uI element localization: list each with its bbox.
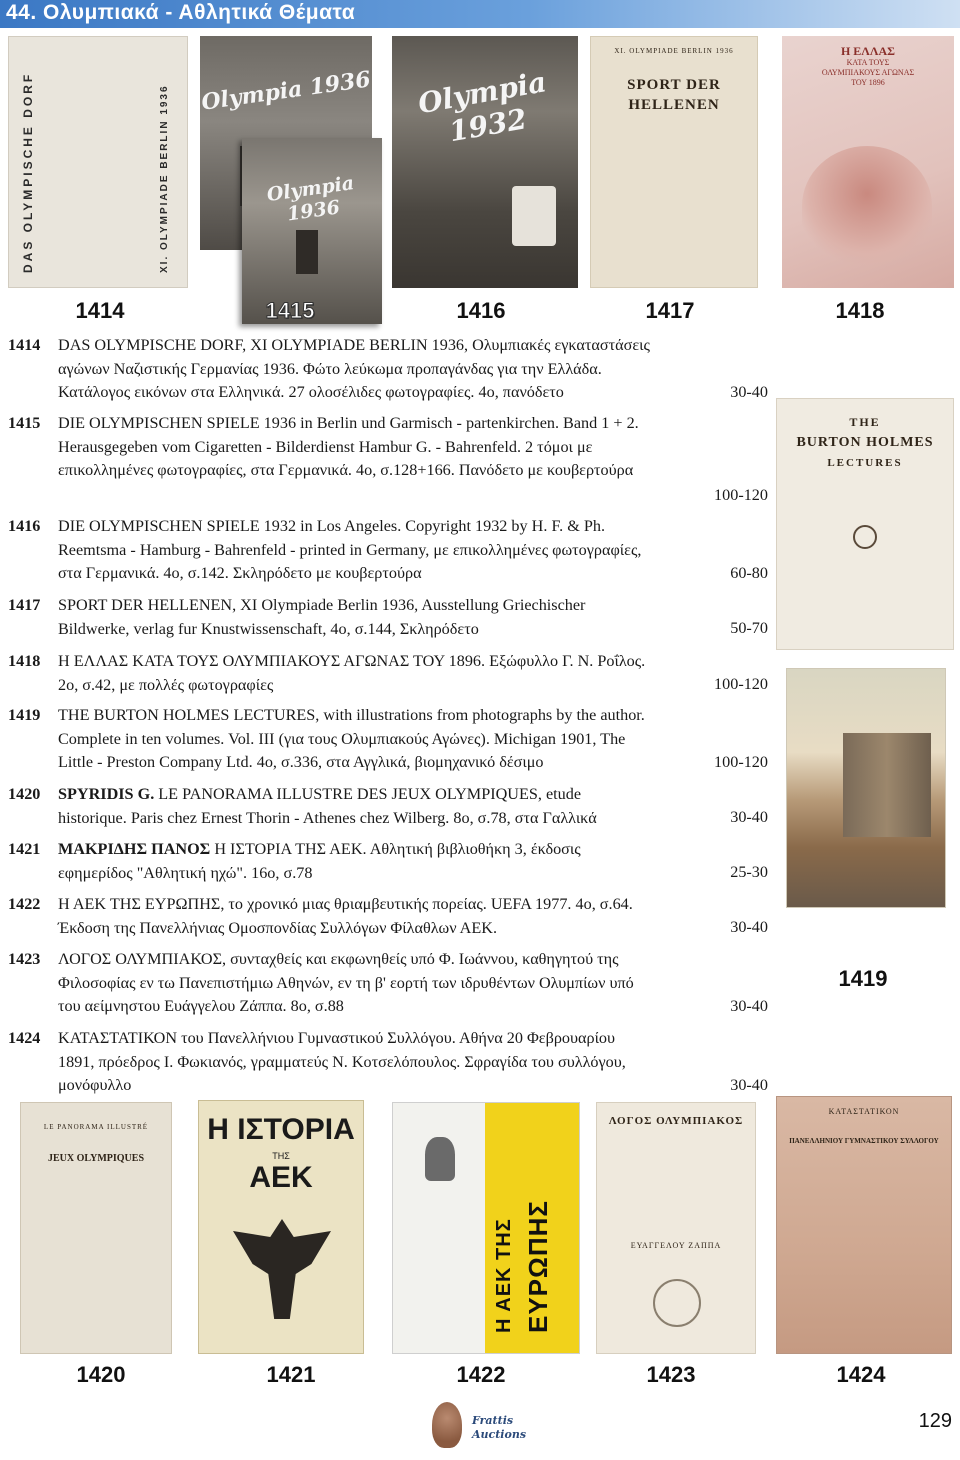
entry-line: Complete in ten volumes. Vol. III (για τους Ολυμπιακούς Αγώνες). Michigan 1901, The [58, 729, 626, 748]
cover-1422-line2: ΕΥΡΩΠΗΣ [523, 1199, 553, 1333]
cover-1418-line2: ΚΑΤΑ ΤΟΥΣ [846, 58, 890, 67]
entry-line: 2ο, σ.42, με πολλές φωτογραφίες [58, 675, 274, 694]
entry-line [58, 783, 770, 807]
entry-line: μονόφυλλο [58, 1076, 132, 1094]
cover-1421-line1: Η ΙΣΤΟΡΙΑ [207, 1113, 355, 1146]
entry-line-rest: LE PANORAMA ILLUSTRE DES JEUX OLYMPIQUES, etude [154, 785, 582, 803]
swastika-flag-icon [296, 230, 318, 274]
entry-description [58, 783, 770, 830]
lot-label-1422: 1422 [456, 1362, 506, 1387]
entry-price: 50-70 [730, 619, 768, 637]
entry-1417 [8, 594, 768, 642]
entry-line: του αείμνηστου Ευάγγελου Ζάππα. 8ο, σ.88 [58, 997, 344, 1015]
logo-text-line2: Auctions [472, 1428, 527, 1441]
cover-1419-illustration [786, 668, 946, 908]
entry-price: 60-80 [730, 564, 768, 582]
cover-1420 [20, 1102, 172, 1354]
cherub-icon [432, 1402, 462, 1448]
entry-line: DAS OLYMPISCHE DORF, XI OLYMPIADE BERLIN 1936, Ολυμπιακές εγκαταστάσεις [58, 336, 650, 354]
entry-1419 [8, 704, 768, 776]
entry-line [58, 838, 770, 862]
entry-1423 [8, 948, 768, 1020]
section-header-bar [0, 0, 960, 28]
lot-label-1414: 1414 [75, 298, 125, 323]
entry-line: Bildwerke, verlag fur Knustwissenschaft, 4ο, σ.144, Σκληρόδετο [58, 619, 479, 638]
entry-description [58, 838, 770, 885]
entry-1421 [8, 838, 768, 886]
entry-description [58, 948, 770, 1019]
entry-line: επικολλημένες φωτογραφίες, στα Γερμανικά. 4ο, σ.128+166. Πανόδετο με κουβερτούρα [58, 461, 634, 479]
entry-price: 100-120 [714, 753, 768, 771]
entry-1420 [8, 783, 768, 831]
floral-illustration [802, 146, 932, 266]
entry-line: THE BURTON HOLMES LECTURES, with illustrations from photographs by the author. [58, 706, 645, 724]
cover-1415-front-title: Olympia 1936 [265, 172, 356, 226]
cover-1421-line2: ΤΗΣ [272, 1151, 290, 1161]
entry-number: 1420 [8, 785, 41, 803]
entry-description [58, 515, 770, 586]
cover-1417-title-line2: HELLENEN [628, 97, 720, 113]
temple-ruins-illustration [843, 733, 931, 837]
seal-stamp-icon [653, 1279, 701, 1327]
entry-1422 [8, 893, 768, 941]
entry-price: 30-40 [730, 918, 768, 936]
cover-1422 [392, 1102, 580, 1354]
cover-1419-book [776, 398, 954, 650]
lot-label-1418: 1418 [835, 298, 885, 323]
entry-author: SPYRIDIS G. [58, 785, 155, 803]
cover-1424-line1: ΚΑΤΑΣΤΑΤΙΚΟΝ [828, 1107, 900, 1116]
cover-1416-title: Olympia 1932 [415, 65, 549, 149]
entry-number: 1415 [8, 414, 41, 432]
entry-number: 1414 [8, 336, 41, 354]
cover-1423 [596, 1102, 756, 1354]
entry-price: 30-40 [730, 383, 768, 401]
cover-1417 [590, 36, 758, 288]
cover-1415-back-title: Olympia 1936 [200, 66, 372, 116]
entry-line: historique. Paris chez Ernest Thorin - Athenes chez Wilberg. 8ο, σ.78, στα Γαλλικά [58, 808, 597, 827]
double-headed-eagle-icon [233, 1219, 331, 1319]
cover-1414-spine-title: DAS OLYMPISCHE DORF [21, 71, 35, 273]
cover-1424-line2: ΠΑΝΕΛΛΗΝΙΟΥ ΓΥΜΝΑΣΤΙΚΟΥ ΣΥΛΛΟΓΟΥ [789, 1137, 939, 1145]
lot-label-1417: 1417 [645, 298, 695, 323]
entry-description [58, 412, 770, 483]
entry-line-rest: Η ΙΣΤΟΡΙΑ ΤΗΣ ΑΕΚ. Αθλητική βιβλιοθήκη 3, έκδοσις [210, 840, 581, 858]
entry-number: 1416 [8, 517, 41, 535]
publisher-monogram-icon [853, 525, 877, 549]
entry-number: 1423 [8, 950, 41, 968]
entry-line: στα Γερμανικά. 4ο, σ.142. Σκληρόδετο με κουβερτούρα [58, 564, 422, 582]
entry-description [58, 650, 770, 697]
cover-1421-line3: ΑΕΚ [249, 1161, 313, 1194]
entry-description [58, 334, 770, 405]
lot-label-1419: 1419 [838, 966, 888, 991]
entry-description [58, 594, 770, 641]
cover-1423-line2: ΕΥΑΓΓΕΛΟΥ ΖΑΠΠΑ [630, 1241, 722, 1250]
entry-price: 100-120 [714, 486, 768, 504]
entry-author: ΜΑΚΡΙΔΗΣ ΠΑΝΟΣ [58, 840, 211, 858]
entry-number: 1417 [8, 596, 41, 614]
entry-price: 30-40 [730, 1076, 768, 1094]
entry-description [58, 1027, 770, 1098]
entry-line: αγώνων Ναζιστικής Γερμανίας 1936. Φώτο λεύκωμα προπαγάνδας για την Ελλάδα. [58, 359, 602, 378]
entry-description [58, 893, 770, 940]
lot-label-1415: 1415 [265, 298, 315, 323]
entry-number: 1421 [8, 840, 41, 858]
entry-number: 1424 [8, 1029, 41, 1047]
auction-house-logo [432, 1400, 527, 1452]
cover-1414 [8, 36, 188, 288]
entry-line: Reemtsma - Hamburg - Bahrenfeld - printed in Germany, με επικολλημένες φωτογραφίες, [58, 540, 642, 559]
entry-description [58, 704, 770, 775]
lot-label-1424: 1424 [836, 1362, 886, 1387]
entry-line: Έκδοση της Πανελλήνιας Ομοσπονδίας Συλλόγων Φίλαθλων ΑΕΚ. [58, 918, 497, 937]
cover-1418-line4: ΤΟΥ 1896 [851, 78, 885, 87]
entry-line: DIE OLYMPISCHEN SPIELE 1932 in Los Angeles. Copyright 1932 by H. F. & Ph. [58, 517, 606, 535]
cover-1416 [392, 36, 578, 288]
entry-line: Little - Preston Company Ltd. 4ο, σ.336, στα Αγγλικά, βιομηχανικό δέσιμο [58, 753, 544, 771]
cover-1420-line1: LE PANORAMA ILLUSTRÉ [43, 1123, 149, 1131]
entry-1418 [8, 650, 768, 698]
cover-1418-line3: ΟΛΥΜΠΙΑΚΟΥΣ ΑΓΩΝΑΣ [821, 68, 915, 77]
cover-1421 [198, 1100, 364, 1354]
entry-line: Φιλοσοφίας εν τω Πανεπιστήμιω Αθηνών, εν τη β' εορτή των ιδρυθέντων Ολυμπίων υπό [58, 973, 634, 992]
cover-1419-line3: LECTURES [827, 457, 903, 469]
entry-number: 1418 [8, 652, 41, 670]
entry-1415 [8, 412, 768, 512]
entry-number: 1419 [8, 706, 41, 724]
entry-price: 25-30 [730, 863, 768, 881]
cover-1422-line1: Η ΑΕΚ ΤΗΣ [493, 1218, 515, 1333]
lot-label-1421: 1421 [266, 1362, 316, 1387]
entry-price: 100-120 [714, 675, 768, 693]
cover-1414-spine-subtitle: XI. OLYMPIADE BERLIN 1936 [159, 84, 170, 273]
entry-price: 30-40 [730, 997, 768, 1015]
entry-1416 [8, 515, 768, 587]
section-title: 44. Ολυμπιακά - Αθλητικά Θέματα [6, 1, 356, 24]
entry-line: εφημερίδος "Αθλητική ηχώ". 16ο, σ.78 [58, 863, 313, 882]
cover-1419-line2: BURTON HOLMES [796, 435, 934, 450]
eagle-emblem-icon [512, 186, 556, 246]
cover-1420-line2: JEUX OLYMPIQUES [47, 1153, 145, 1164]
entry-number: 1422 [8, 895, 41, 913]
uefa-cup-trophy-icon [425, 1137, 455, 1181]
entry-1424 [8, 1027, 768, 1099]
logo-text-line1: Frattis [472, 1414, 514, 1427]
entry-line: DIE OLYMPISCHEN SPIELE 1936 in Berlin und Garmisch - partenkirchen. Band 1 + 2. [58, 414, 639, 432]
lot-label-1416: 1416 [456, 298, 506, 323]
cover-1424 [776, 1096, 952, 1354]
page-number: 129 [918, 1410, 952, 1432]
cover-1419-line1: THE [849, 415, 881, 429]
cover-1418-line1: Η ΕΛΛΑΣ [840, 44, 896, 58]
entry-line: ΛΟΓΟΣ ΟΛΥΜΠΙΑΚΟΣ, συνταχθείς και εκφωνηθείς υπό Φ. Ιωάννου, καθηγητού της [58, 950, 619, 968]
lot-label-1420: 1420 [76, 1362, 126, 1387]
entry-price: 30-40 [730, 808, 768, 826]
entry-1414 [8, 334, 768, 406]
cover-1415-front [242, 138, 382, 324]
cover-1423-line1: ΛΟΓΟΣ ΟΛΥΜΠΙΑΚΟΣ [608, 1115, 744, 1127]
cover-1417-title-line1: SPORT DER [627, 77, 721, 93]
entry-line: Herausgegeben vom Cigaretten - Bilderdienst Hambur G. - Bahrenfeld. 2 τόμοι με [58, 437, 593, 456]
lot-label-1423: 1423 [646, 1362, 696, 1387]
cover-1417-top-line: XI. OLYMPIADE BERLIN 1936 [614, 47, 734, 55]
entry-line: Κατάλογος εικόνων στα Ελληνικά. 27 ολοσέλιδες φωτογραφίες. 4ο, πανόδετο [58, 383, 564, 401]
entry-line: ΚΑΤΑΣΤΑΤΙΚΟΝ του Πανελλήνιου Γυμναστικού Συλλόγου. Αθήνα 20 Φεβρουαρίου [58, 1029, 616, 1047]
entry-line: Η ΑΕΚ ΤΗΣ ΕΥΡΩΠΗΣ, το χρονικό μιας θριαμβευτικής πορείας. UEFA 1977. 4ο, σ.64. [58, 895, 633, 913]
entry-line: Η ΕΛΛΑΣ ΚΑΤΑ ΤΟΥΣ ΟΛΥΜΠΙΑΚΟΥΣ ΑΓΩΝΑΣ ΤΟΥ 1896. Εξώφυλλο Γ. Ν. Ροΐλος. [58, 652, 646, 670]
cover-1418 [782, 36, 954, 288]
entry-line: SPORT DER HELLENEN, XI Olympiade Berlin 1936, Ausstellung Griechischer [58, 596, 586, 614]
entry-line: 1891, πρόεδρος Ι. Φωκιανός, γραμματεύς Ν. Κοτσελόπουλος. Σφραγίδα του συλλόγου, [58, 1052, 626, 1071]
